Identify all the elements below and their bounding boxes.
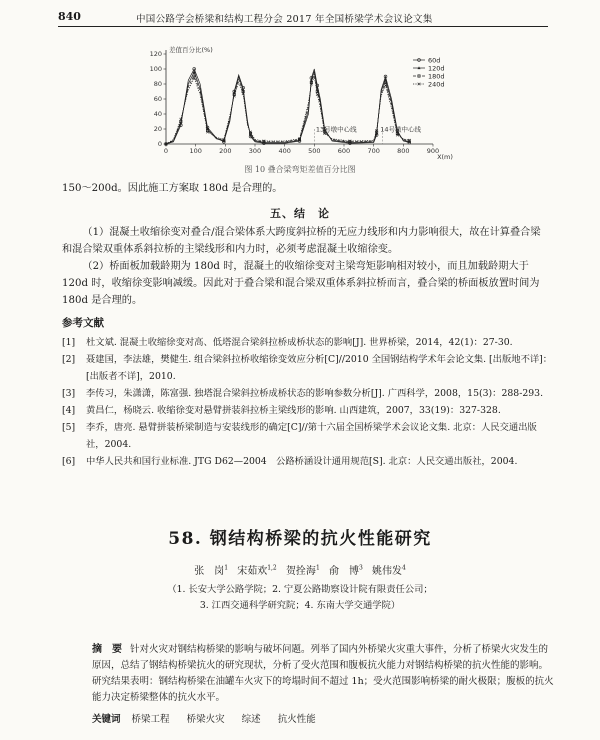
reference-list — [62, 334, 554, 470]
legend-label: 60d — [428, 56, 441, 65]
reference-text: 聂建国，李法雄，樊健生. 组合梁斜拉桥收缩徐变效应分析[C]//2010 全国钢结构学术年会论文集. [出版地不详]：[出版者不详]，2010. — [86, 354, 553, 382]
author-affiliation-mark: 3 — [358, 564, 363, 572]
keyword: 桥梁工程 — [131, 714, 170, 725]
abstract — [92, 642, 556, 706]
series-line-180d — [166, 74, 409, 145]
author-name: 张 岗 — [194, 566, 225, 577]
annotation-pier-13: 13号墩中心线 — [315, 125, 357, 134]
reference-text: 李传习，朱潇潇，陈富强. 独塔混合梁斜拉桥成桥状态的影响参数分析[J]. 广西科学，2008，15(3)：288-293. — [86, 388, 544, 399]
keyword: 抗火性能 — [277, 714, 316, 725]
keyword: 桥梁火灾 — [186, 714, 225, 725]
series-line-120d — [166, 71, 409, 144]
page-number: 840 — [58, 10, 81, 23]
figure-caption: 图 10 叠合梁弯矩差值百分比图 — [244, 165, 356, 174]
x-tick-label: 300 — [248, 147, 262, 155]
reference-number: [4] — [62, 405, 76, 416]
keyword: 综述 — [241, 714, 261, 725]
affiliation-line-1: （1. 长安大学公路学院；2. 宁夏公路勘察设计院有限责任公司； — [167, 584, 433, 595]
x-tick-label: 500 — [308, 147, 321, 155]
page-header — [58, 8, 548, 27]
annotation-pier-14: 14号墩中心线 — [380, 125, 421, 134]
affiliation-line-2: 3. 江西交通科学研究院；4. 东南大学交通学院） — [199, 600, 401, 611]
author-list — [0, 562, 600, 577]
x-tick-label: 600 — [337, 147, 351, 155]
x-tick-label: 0 — [163, 147, 169, 155]
x-axis-label: X(m) — [437, 153, 453, 161]
reference-item — [62, 385, 554, 402]
reference-number: [6] — [62, 456, 76, 467]
author-affiliation-mark: 4 — [401, 564, 406, 572]
author-affiliation-mark: 1 — [315, 564, 320, 572]
paper-title: 58. 钢结构桥梁的抗火性能研究 — [168, 529, 432, 549]
x-tick-label: 400 — [278, 147, 291, 155]
y-tick-label: 60 — [153, 95, 162, 104]
y-axis-label: 差值百分比(%) — [169, 46, 213, 54]
legend-label: 240d — [428, 80, 445, 89]
y-tick-label: 40 — [153, 110, 162, 119]
author-name: 贺拴海 — [285, 566, 316, 577]
x-tick-label: 900 — [426, 147, 440, 155]
reference-number: [2] — [62, 354, 76, 365]
conclusion-2: （2）桥面板加载龄期为 180d 时，混凝土的收缩徐变对主梁弯矩影响相对较小，而且加载龄期大于 120d 时，收缩徐变影响减缓。因此对于叠合梁和混合梁双重体系斜拉桥而言，叠合梁的桥面板放置时间为 180d 是合理的。 — [62, 261, 540, 306]
author-name: 姚伟发 — [371, 566, 402, 577]
x-tick-label: 100 — [189, 147, 202, 155]
reference-text: 中华人民共和国行业标准. JTG D62—2004 公路桥涵设计通用规范[S]. 北京：人民交通出版社，2004. — [86, 456, 518, 467]
x-tick-label: 700 — [367, 147, 380, 155]
continuation-text: 150～200d。因此施工方案取 180d 是合理的。 — [62, 183, 283, 194]
reference-item — [62, 351, 554, 385]
reference-text: 杜文斌. 混凝土收缩徐变对高、低塔混合梁斜拉桥成桥状态的影响[J]. 世界桥梁，2014，42(1)：27-30. — [86, 337, 513, 348]
references-heading: 参考文献 — [62, 317, 104, 329]
author-affiliation-mark: 1 — [224, 564, 229, 572]
reference-item — [62, 453, 554, 470]
author-name: 俞 博 — [328, 566, 359, 577]
reference-item — [62, 402, 554, 419]
moment-difference-chart — [138, 40, 478, 165]
reference-item — [62, 419, 554, 453]
reference-text: 李乔，唐亮. 悬臂拼装桥梁制造与安装线形的确定[C]//第十六届全国桥梁学术会议论文集. 北京：人民交通出版社，2004. — [86, 422, 537, 450]
series-line-240d — [166, 77, 409, 145]
keywords — [92, 711, 330, 725]
legend-label: 120d — [428, 64, 445, 73]
running-title: 中国公路学会桥梁和结构工程分会 2017 年全国桥梁学术会议论文集 — [136, 14, 433, 25]
abstract-text: 针对火灾对钢结构桥梁的影响与破坏问题。列举了国内外桥梁火灾重大事件，分析了桥梁火灾发生的原因，总结了钢结构桥梁抗火的研究现状，分析了受火范围和腹板抗火能力对钢结构桥梁的抗火性能的影响。研究结果表明：钢结构桥梁在油罐车火灾下的垮塌时间不超过 1h；受火范围影响桥梁的耐火极限；腹板的抗火能力决定桥梁整体的抗火水平。 — [92, 644, 554, 703]
reference-number: [1] — [62, 337, 76, 348]
y-tick-label: 100 — [149, 65, 162, 74]
reference-text: 黄昌仁，杨晓云. 收缩徐变对悬臂拼装斜拉桥主梁线形的影响. 山西建筑，2007，33(19)：327-328. — [86, 405, 501, 416]
section-title: 五、结 论 — [270, 207, 330, 220]
author-affiliation-mark: 1,2 — [267, 564, 277, 572]
reference-item — [62, 334, 554, 351]
x-tick-label: 800 — [397, 147, 410, 155]
conclusion-1: （1）混凝土收缩徐变对叠合/混合梁体系大跨度斜拉桥的无应力线形和内力影响很大，故在计算叠合梁和混合梁双重体系斜拉桥的主梁线形和内力时，必须考虑混凝土收缩徐变。 — [62, 227, 541, 255]
reference-number: [3] — [62, 388, 76, 399]
keywords-label: 关键词 — [92, 714, 121, 725]
y-tick-label: 80 — [153, 80, 162, 89]
legend-label: 180d — [428, 72, 445, 81]
author-name: 宋茹欢 — [237, 566, 268, 577]
abstract-label: 摘 要 — [92, 644, 122, 655]
y-tick-label: 20 — [153, 125, 162, 134]
y-tick-label: 120 — [149, 50, 162, 59]
reference-number: [5] — [62, 422, 76, 433]
y-tick-label: 0 — [157, 140, 162, 149]
x-tick-label: 200 — [219, 147, 232, 155]
